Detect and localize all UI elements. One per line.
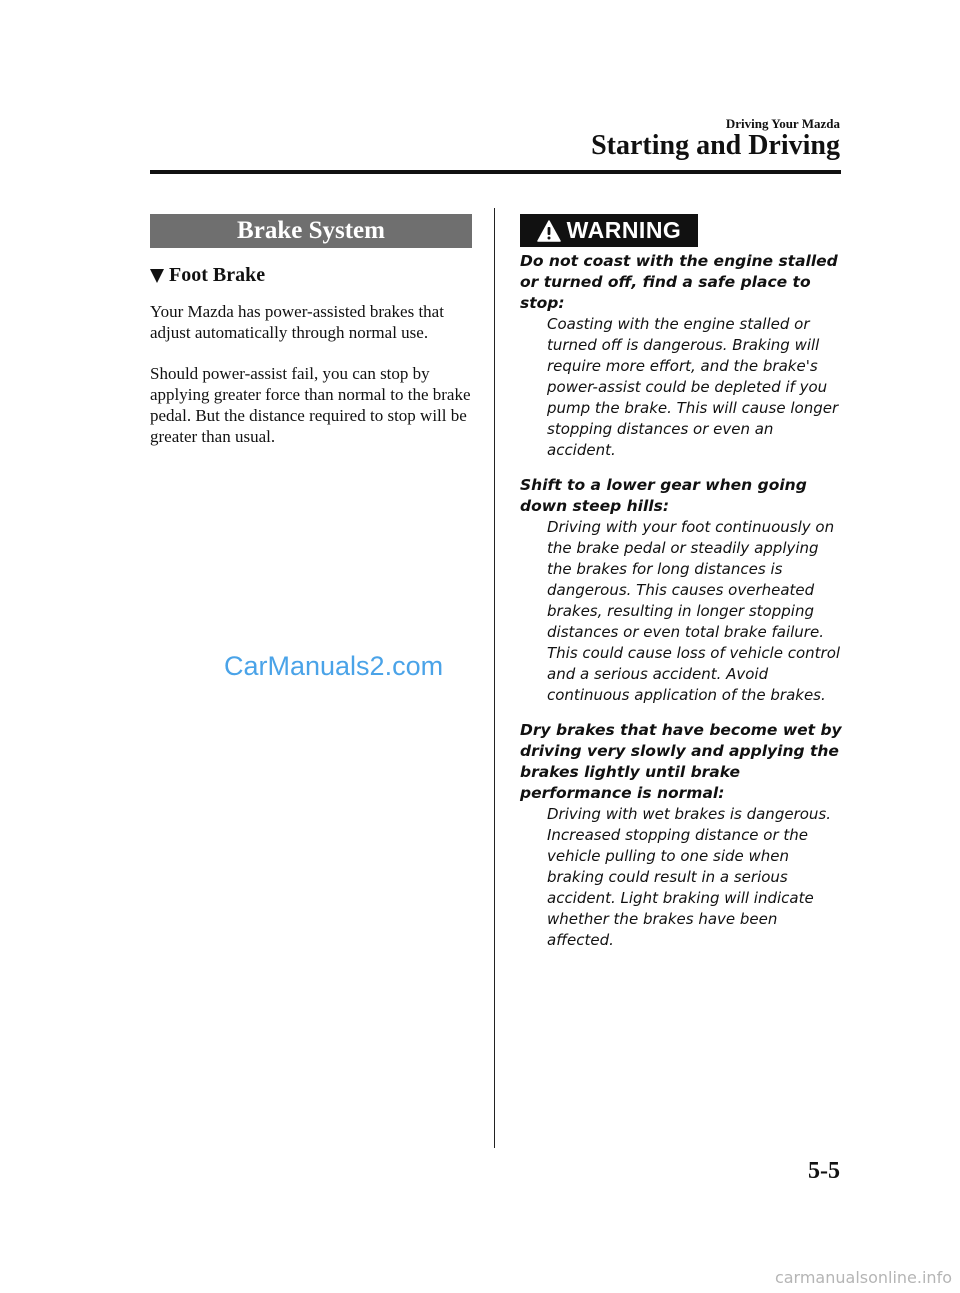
warning-body <box>520 251 842 951</box>
header-rule <box>150 170 841 174</box>
body-paragraph: Your Mazda has power-assisted brakes that adjust automatically through normal use. <box>150 302 444 342</box>
warning-label: WARNING <box>566 217 682 243</box>
warning-triangle-icon <box>537 220 561 242</box>
left-column <box>150 214 472 447</box>
warning-item <box>520 475 842 706</box>
chapter-title: Driving Your Mazda <box>725 116 840 131</box>
warning-text: Driving with wet brakes is dangerous. Increased stopping distance or the vehicle pulling to one side when braking could result in a serious accident. Light braking will indicate whether the brakes have been affected. <box>547 805 831 949</box>
warning-heading: Shift to a lower gear when going down steep hills: <box>520 476 807 515</box>
warning-item <box>520 251 842 461</box>
subheading <box>150 264 472 287</box>
warning-heading: Do not coast with the engine stalled or turned off, find a safe place to stop: <box>520 252 838 312</box>
section-title: Starting and Driving <box>591 130 840 161</box>
footer-url: carmanualsonline.info <box>774 1268 952 1287</box>
watermark: CarManuals2.com <box>224 651 444 681</box>
body-paragraph: Should power-assist fail, you can stop by applying greater force than normal to the brake pedal. But the distance required to stop will be greater than usual. <box>150 364 471 446</box>
warning-item <box>520 720 842 951</box>
warning-text: Driving with your foot continuously on the brake pedal or steadily applying the brakes for long distances is dangerous. This causes overheated brakes, resulting in longer stopping distances or even total brake failure. This could cause loss of vehicle control and a serious accident. Avoid continuous application of the brakes. <box>547 518 841 704</box>
column-divider <box>494 208 495 1148</box>
warning-text: Coasting with the engine stalled or turned off is dangerous. Braking will require more effort, and the brake's power-assist could be depleted if you pump the brake. This will cause longer stopping distances or even an accident. <box>547 315 839 459</box>
subheading-label: Foot Brake <box>169 264 266 286</box>
page-number: 5-5 <box>808 1158 840 1184</box>
down-triangle-icon <box>150 269 164 283</box>
warning-badge <box>520 214 698 247</box>
section-banner: Brake System <box>150 214 472 248</box>
right-column <box>520 214 842 951</box>
warning-heading: Dry brakes that have become wet by driving very slowly and applying the brakes lightly until brake performance is normal: <box>520 721 842 802</box>
